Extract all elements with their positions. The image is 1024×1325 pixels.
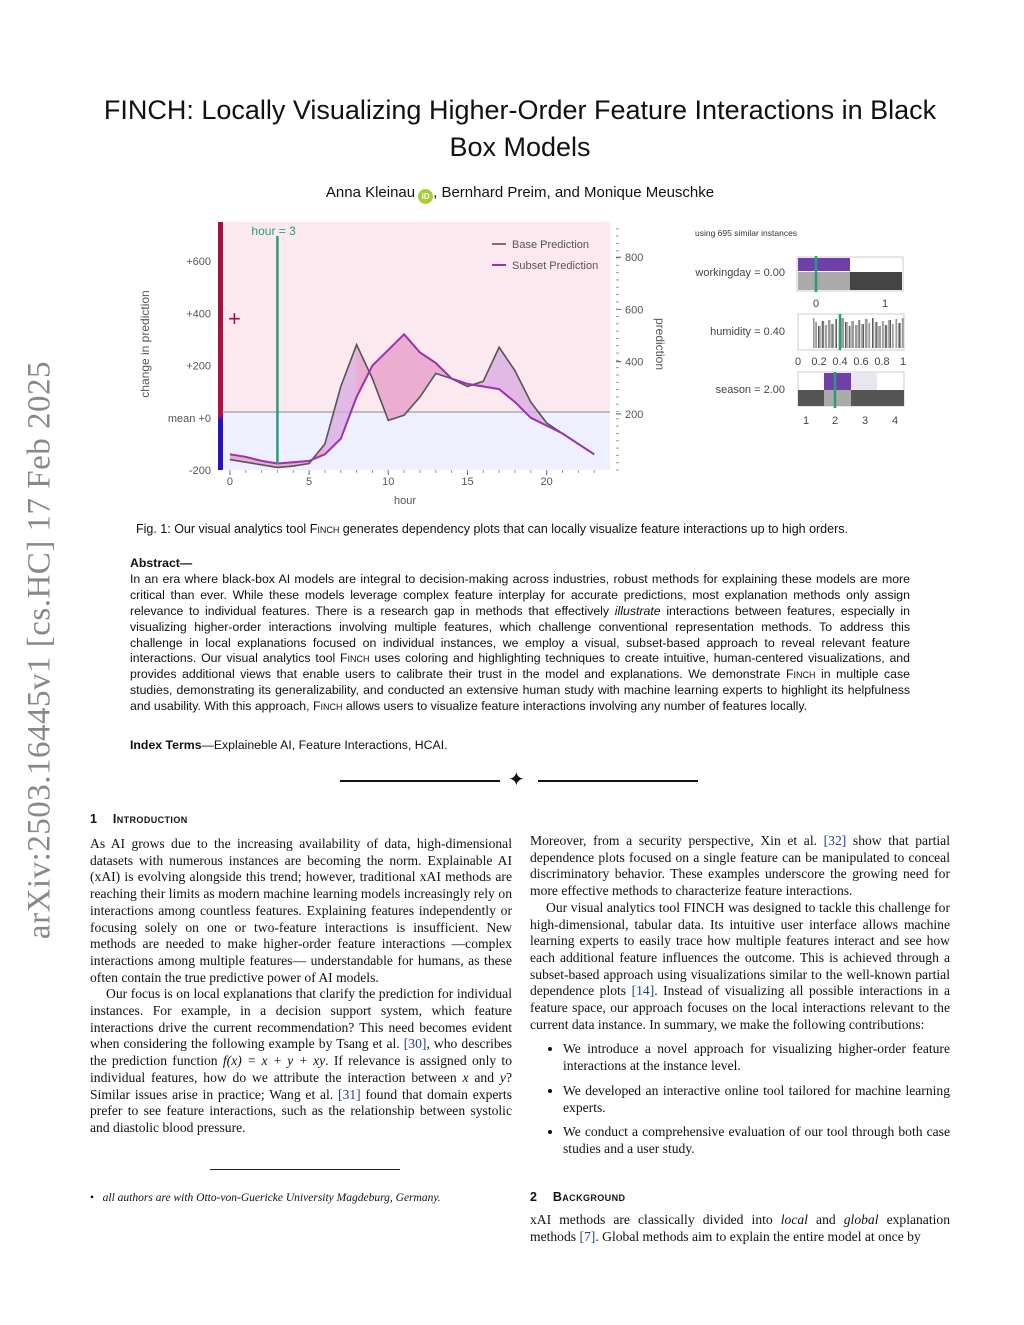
y-tick-right-label: 400 [625, 356, 644, 369]
abstract-text-4: allows users to visualize feature interactions involving any number of features locally. [342, 699, 808, 714]
y-tick-right-label: 600 [625, 304, 644, 317]
bg-text-b: and [807, 1212, 844, 1227]
bg-text-a: xAI methods are classically divided into [530, 1212, 781, 1227]
y-axis-label-right: prediction [653, 317, 667, 371]
feature-label-humidity: humidity = 0.40 [710, 326, 785, 338]
abstract-emphasis: illustrate [614, 603, 661, 618]
abstract-tool-2: Finch [785, 667, 816, 682]
right-paragraph-1 [530, 833, 950, 900]
section-title: Introduction [112, 812, 188, 826]
author-rest: , Bernhard Preim, and Monique Meuschke [433, 184, 715, 201]
season-tick-3: 3 [861, 415, 869, 427]
caption-tool: Finch [309, 522, 340, 536]
feature-label-season: season = 2.00 [715, 384, 785, 396]
abstract-text-1b: interactions between features, especially in visualizing higher-order interactions involving multiple features, which challenge conventional representation methods. To address this challenge in local explanations focused on individual instances, we employ a visual, subset-based approach to reveal relevant feature interactions. Our visual analytics tool [130, 603, 911, 666]
intro-p2-text-a: Our focus is on local explanations that clarify the prediction for individual instances. For example, in a decision support system, which feature interactions drive the current recommendation? This need becomes evident when considering the following example by Tsang et al. [90, 986, 512, 1052]
intro-paragraph-2 [90, 986, 512, 1136]
contribution-item: • We introduce a novel approach for visualizing higher-order feature interactions at the instance level. [563, 1041, 950, 1074]
y-tick-left-label: +200 [186, 360, 211, 373]
workingday-bar-0-top [798, 258, 850, 271]
abstract-tool-1: Finch [340, 651, 370, 666]
figure-1 [130, 214, 920, 514]
intro-p2-text-c: . If relevance is assigned only to individual features, how do we attribute the interaction between [90, 1053, 513, 1085]
orcid-icon[interactable]: iD [418, 189, 433, 204]
footnote [90, 1192, 510, 1204]
y-tick-left-label: +600 [186, 256, 211, 269]
similar-instances-note: using 695 similar instances [695, 228, 798, 238]
contribution-item: • We developed an interactive online tool tailored for machine learning experts. [563, 1083, 950, 1116]
y-ticks-left [168, 256, 211, 477]
intro-p2-text-f: found that domain experts prefer to see feature interactions, such as the relationship between systolic and diastolic blood pressure. [90, 1086, 512, 1135]
divider-glyph: ✦ [508, 769, 525, 791]
season-bar-1 [798, 390, 824, 406]
season-bar-3-top [851, 373, 877, 390]
author-list [80, 184, 960, 204]
abstract-text-2: uses coloring and highlighting techniques to create intuitive, human-centered visualizations, and provides additional views that enable users to calibrate their trust in the model and explanations. We demonstrate [130, 651, 910, 682]
color-scale-bar [218, 222, 223, 470]
humidity-tick-2: 0.4 [832, 356, 848, 368]
right-p2-text-a: Our visual analytics tool FINCH was designed to tackle this challenge for high-dimensional, tabular data. Its intuitive user interface allows machine learning experts to easily trace how multiple features interact and see how each additional feature influences the outcome. This is achieved through a subset-based approach using visualizations similar to the well-known partial dependence plots [530, 899, 950, 999]
humidity-tick-5: 1 [899, 356, 907, 368]
right-p1-text-b: show that partial dependence plots focused on a single feature can be manipulated to conceal discriminatory behavior. These examples underscore the growing need for more effective methods to characterize feature interactions. [530, 833, 950, 899]
footnote-bullet: • [90, 1192, 95, 1204]
x-tick-label: 0 [226, 476, 233, 488]
legend-base: Base Prediction [512, 239, 590, 251]
humidity-tick-3: 0.6 [853, 356, 869, 368]
section-heading-background [530, 1190, 625, 1204]
workingday-bar-0 [798, 272, 850, 290]
intro-paragraph-1: As AI grows due to the increasing availability of data, high-dimensional datasets with numerous instances are becoming the norm. Explainable AI (xAI) is evolving alongside this trend; however, traditional xAI methods are reaching their limits as modern machine learning models increasingly rely on interactions among countless features. Explaining features independently or focusing solely on one or two-feature interactions is insufficient. New methods are needed to make higher-order feature interactions —complex interactions among multiple features— understandable for humans, as these often contain the true predictive power of AI models. [90, 836, 512, 985]
left-column [90, 836, 512, 1137]
abstract-text-1: In an era where black-box AI models are integral to decision-making across industries, robust methods for explaining these models are more critical than ever. While these models leverage complex feature interplay for accurate predictions, most explanation methods only assign relevance to individual features. There is a research gap in methods that effectively [130, 571, 910, 618]
season-tick-2: 2 [831, 415, 839, 427]
index-terms-label: Index Terms [130, 738, 202, 752]
intro-p2-text-b: , who describes the prediction function [90, 1036, 512, 1069]
legend-subset: Subset Prediction [512, 260, 599, 272]
x-tick-label: 5 [306, 476, 313, 488]
season-bar-3 [851, 390, 877, 406]
background-paragraph [530, 1212, 950, 1245]
contribution-item: • We conduct a comprehensive evaluation of our tool through both case studies and a user study. [563, 1124, 950, 1157]
index-terms [130, 738, 910, 752]
x-tick-label: 20 [540, 476, 553, 488]
abstract-text-3: in multiple case studies, demonstrating its generalizability, and conducted an extensive human study with machine learning experts to highlight its helpfulness and usability. With this approach, [130, 667, 911, 714]
abstract-heading: Abstract— [130, 556, 193, 570]
footnote-text: all authors are with Otto-von-Guericke University Magdeburg, Germany. [102, 1192, 441, 1204]
section-divider [340, 770, 700, 792]
contribution-list [530, 1041, 950, 1157]
index-terms-text: —Explaineble AI, Feature Interactions, HCAI. [201, 738, 448, 752]
section-number: 1 [90, 812, 98, 826]
y-tick-right-label: 800 [625, 252, 644, 265]
citation-14[interactable]: [14] [631, 983, 655, 999]
x-tick-label: 15 [461, 476, 474, 488]
footnote-rule [210, 1169, 400, 1170]
workingday-tick-1: 1 [881, 298, 889, 310]
citation-7[interactable]: [7] [579, 1228, 596, 1244]
x-tick-label: 10 [382, 476, 395, 488]
paper-title: FINCH: Locally Visualizing Higher-Order Feature Interactions in Black Box Models [103, 95, 937, 162]
humidity-tick-0: 0 [794, 356, 802, 368]
season-bar-2-top [824, 373, 851, 390]
section-number: 2 [530, 1190, 538, 1204]
citation-31[interactable]: [31] [338, 1086, 361, 1102]
formula: f(x) = x + y + xy [222, 1053, 326, 1069]
abstract-tool-3: Finch [312, 699, 343, 714]
variable-y: y [499, 1069, 506, 1085]
section-heading-introduction [90, 812, 188, 826]
author-first: Anna Kleinau [325, 184, 416, 201]
humidity-tick-4: 0.8 [874, 356, 890, 368]
workingday-bar-1 [850, 272, 902, 290]
y-ticks-right [616, 229, 643, 470]
section-title: Background [552, 1190, 626, 1204]
x-axis-label: hour [393, 495, 417, 507]
humidity-tick-1: 0.2 [811, 356, 827, 368]
season-tick-1: 1 [802, 415, 810, 427]
y-axis-label-left: change in prediction [138, 290, 152, 398]
right-paragraph-2 [530, 900, 950, 1034]
season-bar-4 [877, 390, 904, 406]
season-tick-4: 4 [891, 415, 899, 427]
arxiv-stamp [10, 355, 70, 945]
right-p2-text-b: . Instead of visualizing all possible interactions in a feature space, our approach focuses on the local interactions relevant to the current data instance. In summary, we make the following contributions: [530, 983, 951, 1032]
bg-text-d: . Global methods aim to explain the entire model at once by [595, 1228, 921, 1244]
intro-p2-text-e: ? Similar issues arise in practice; Wang et al. [90, 1069, 512, 1102]
figure-caption [136, 522, 916, 536]
y-tick-right-label: 200 [625, 408, 644, 421]
right-p1-text-a: Moreover, from a security perspective, Xin et al. [530, 833, 824, 848]
x-ticks [227, 470, 594, 488]
caption-suffix: generates dependency plots that can locally visualize feature interactions up to high orders. [339, 522, 848, 536]
feature-label-workingday: workingday = 0.00 [695, 267, 785, 279]
intro-p2-text-d: and [468, 1069, 500, 1085]
variable-x: x [462, 1069, 469, 1085]
right-column [530, 833, 950, 1166]
citation-32[interactable]: [32] [823, 833, 847, 848]
y-tick-left-label: -200 [188, 465, 211, 477]
citation-30[interactable]: [30] [403, 1036, 427, 1052]
bg-local: local [780, 1212, 808, 1227]
hour-marker-label: hour = 3 [251, 224, 296, 238]
workingday-tick-0: 0 [812, 298, 820, 310]
bg-text-c: explanation methods [530, 1212, 950, 1244]
bg-global: global [843, 1212, 879, 1227]
abstract [130, 556, 910, 715]
y-tick-left-label: mean +0 [167, 412, 211, 425]
y-tick-left-label: +400 [186, 308, 211, 321]
plus-sign: + [228, 306, 241, 331]
arxiv-id: arXiv:2503.16445v1 [cs.HC] 17 Feb 2025 [21, 360, 58, 940]
season-bar-2 [824, 390, 851, 406]
plot-bg-negative [222, 412, 610, 470]
caption-prefix: Fig. 1: Our visual analytics tool [136, 522, 310, 536]
